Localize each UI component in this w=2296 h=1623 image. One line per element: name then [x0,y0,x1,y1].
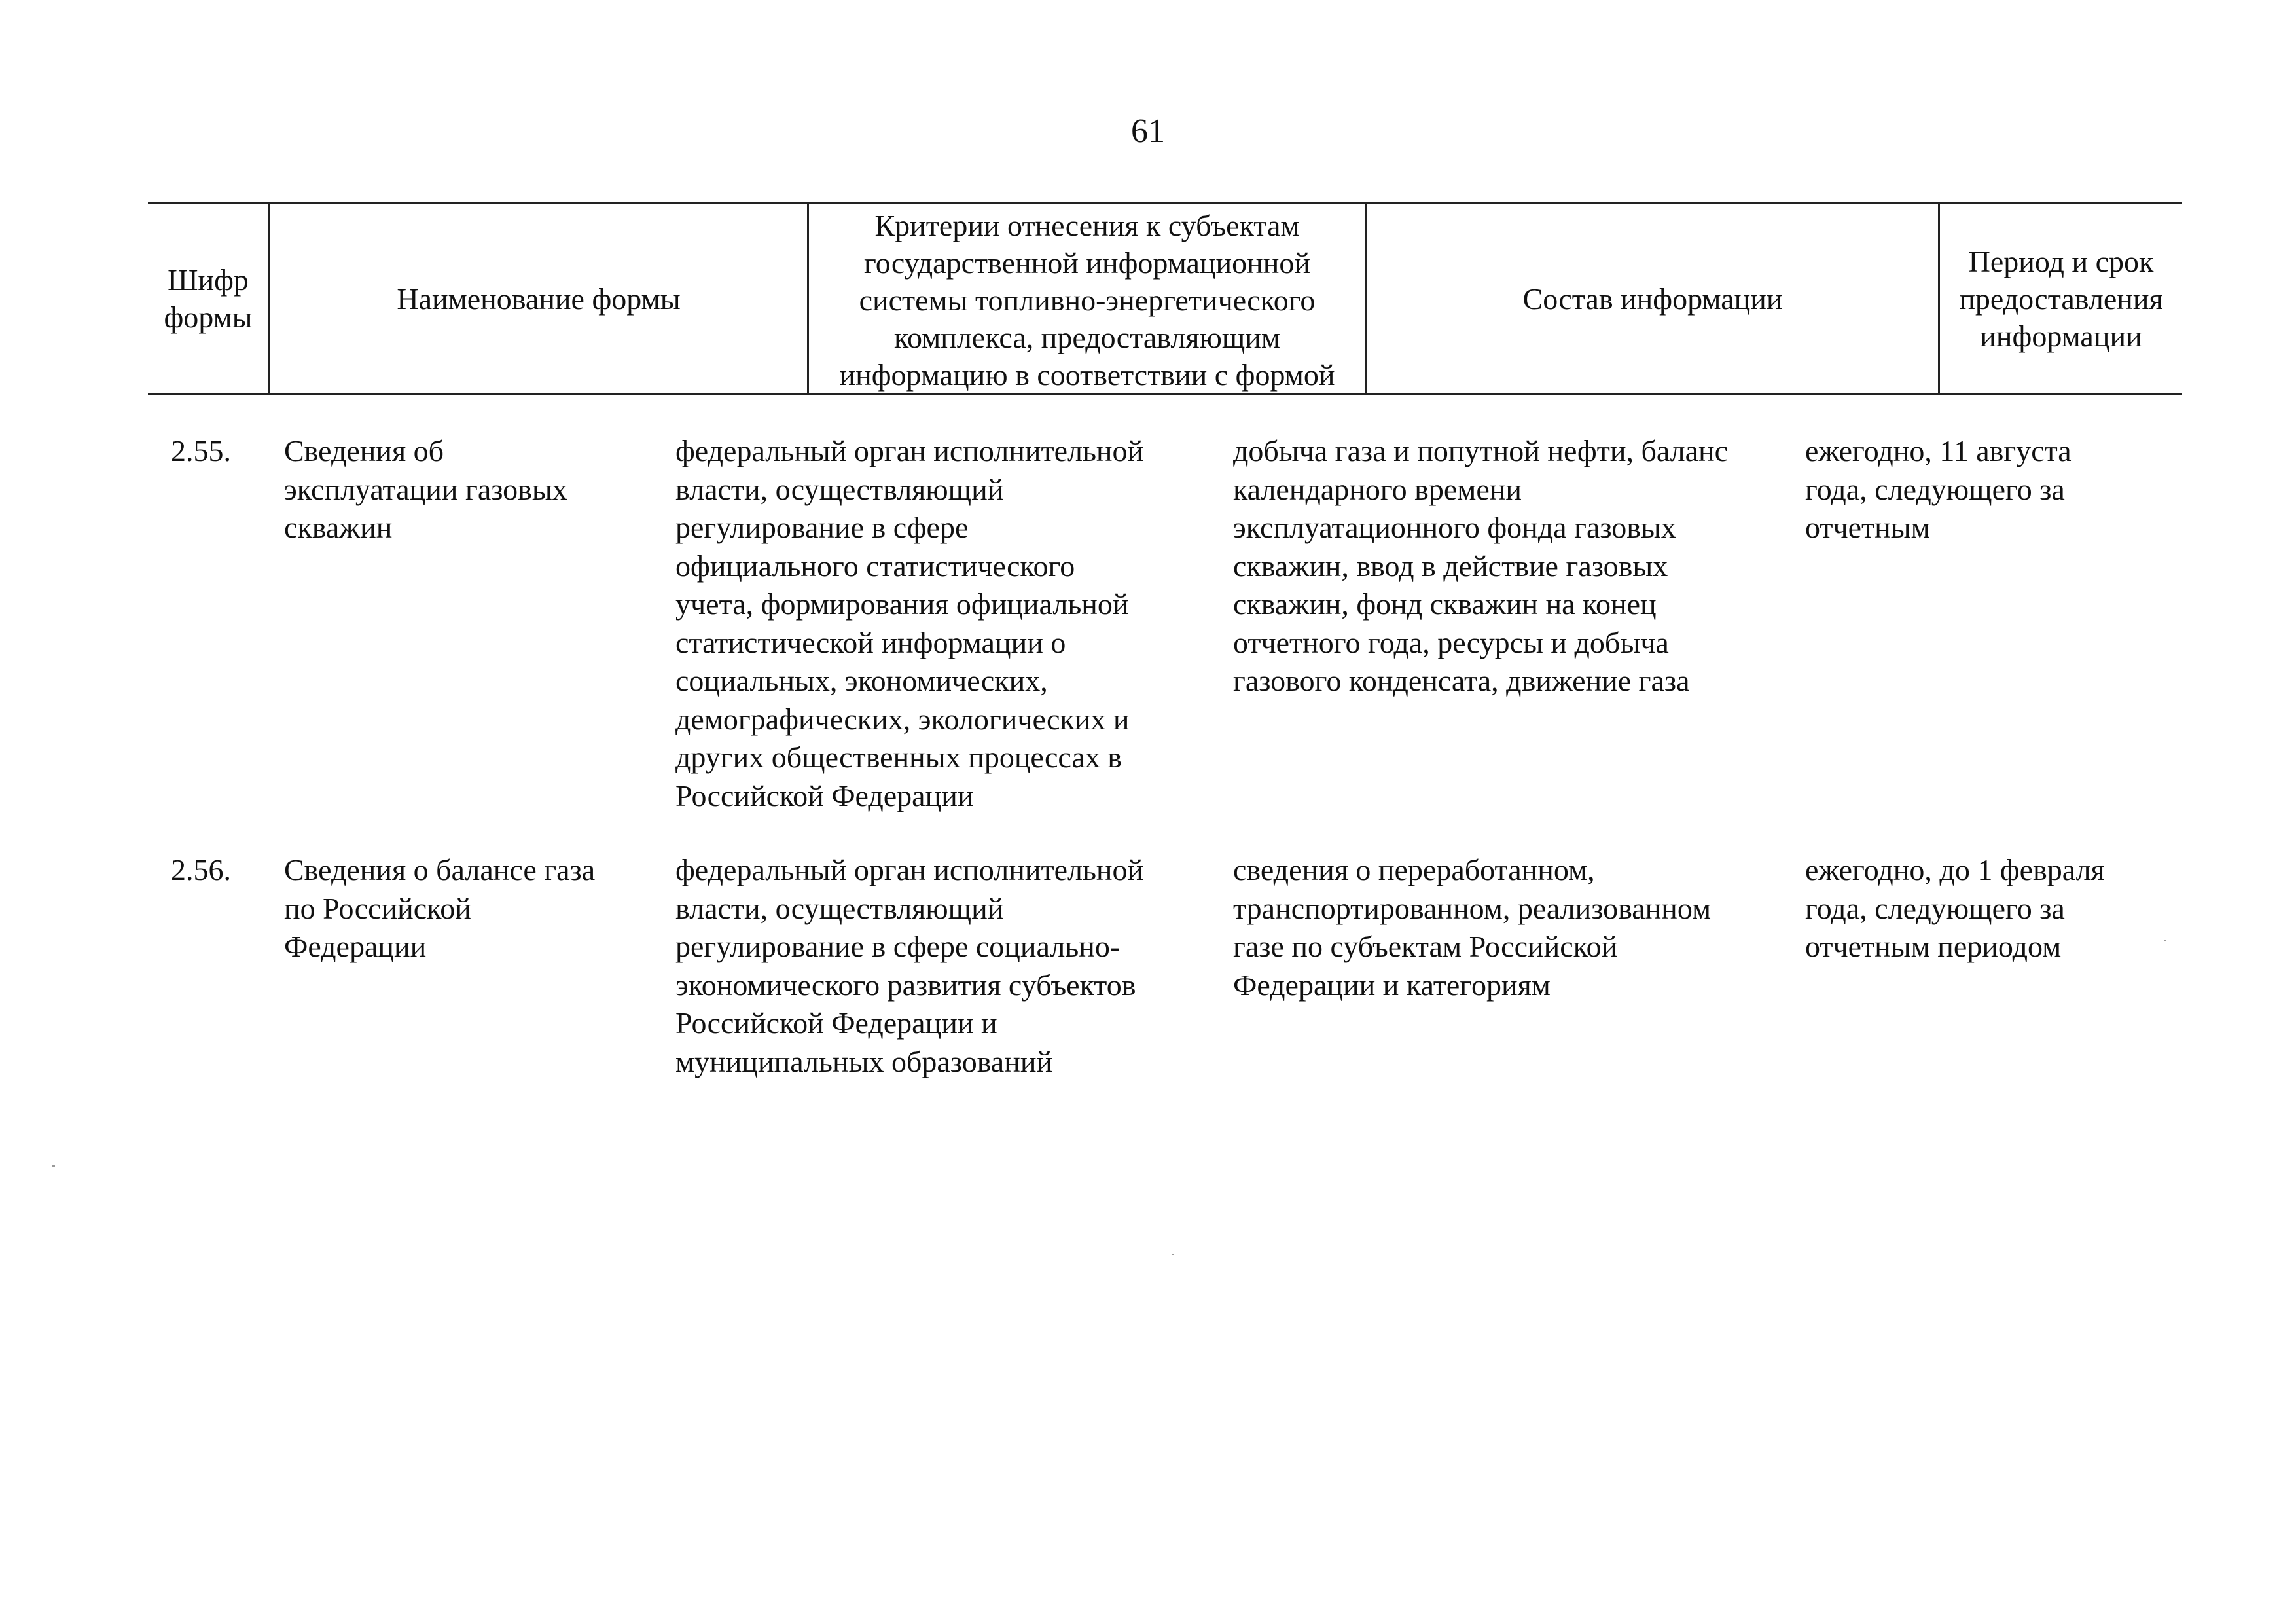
row-code: 2.56. [171,853,231,886]
header-name: Наименование формы [397,282,681,316]
row-composition: сведения о переработанном, транспортированном, реализованном газе по субъектам Российской Федерации и категориям [1233,853,1712,1002]
header-criteria: Критерии отнесения к субъектам государственной информационной системы топливно-энергетического комплекса, предоставляющим информацию в соответствии с формой [839,209,1335,392]
row-criteria: федеральный орган исполнительной власти, осуществляющий регулирование в сфере социально- экономического развития субъектов Российской Федерации и муниципальных образований [675,853,1144,1078]
row-composition: добыча газа и попутной нефти, баланс календарного времени эксплуатационного фонда газовых скважин, ввод в действие газовых скважин, фонд скважин на конец отчетного года, ресурсы и добыча газового конденсата, движение газа [1233,434,1729,697]
row-name: Сведения о балансе газа по Российской Федерации [284,853,596,963]
scan-speck [1172,1254,1174,1255]
header-period: Период и срок предоставления информации [1959,244,2163,353]
row-period: ежегодно, до 1 февраля года, следующего за отчетным периодом [1805,853,2105,963]
page-number: 61 [1131,113,1165,150]
row-period: ежегодно, 11 августа года, следующего за отчетным [1805,434,2072,544]
header-code: Шифр формы [164,263,253,334]
row-criteria: федеральный орган исполнительной власти, осуществляющий регулирование в сфере официального статистического учета, формирования официальной статистической информации о социальных, экономических, демографических, экологических и других общественных процессах в Российской Федерации [675,434,1144,812]
header-composition: Состав информации [1522,282,1783,316]
row-code: 2.55. [171,434,231,467]
row-name: Сведения об эксплуатации газовых скважин [284,434,567,544]
scan-speck [2164,940,2166,941]
scan-speck [52,1165,55,1167]
table-header [148,202,2182,395]
